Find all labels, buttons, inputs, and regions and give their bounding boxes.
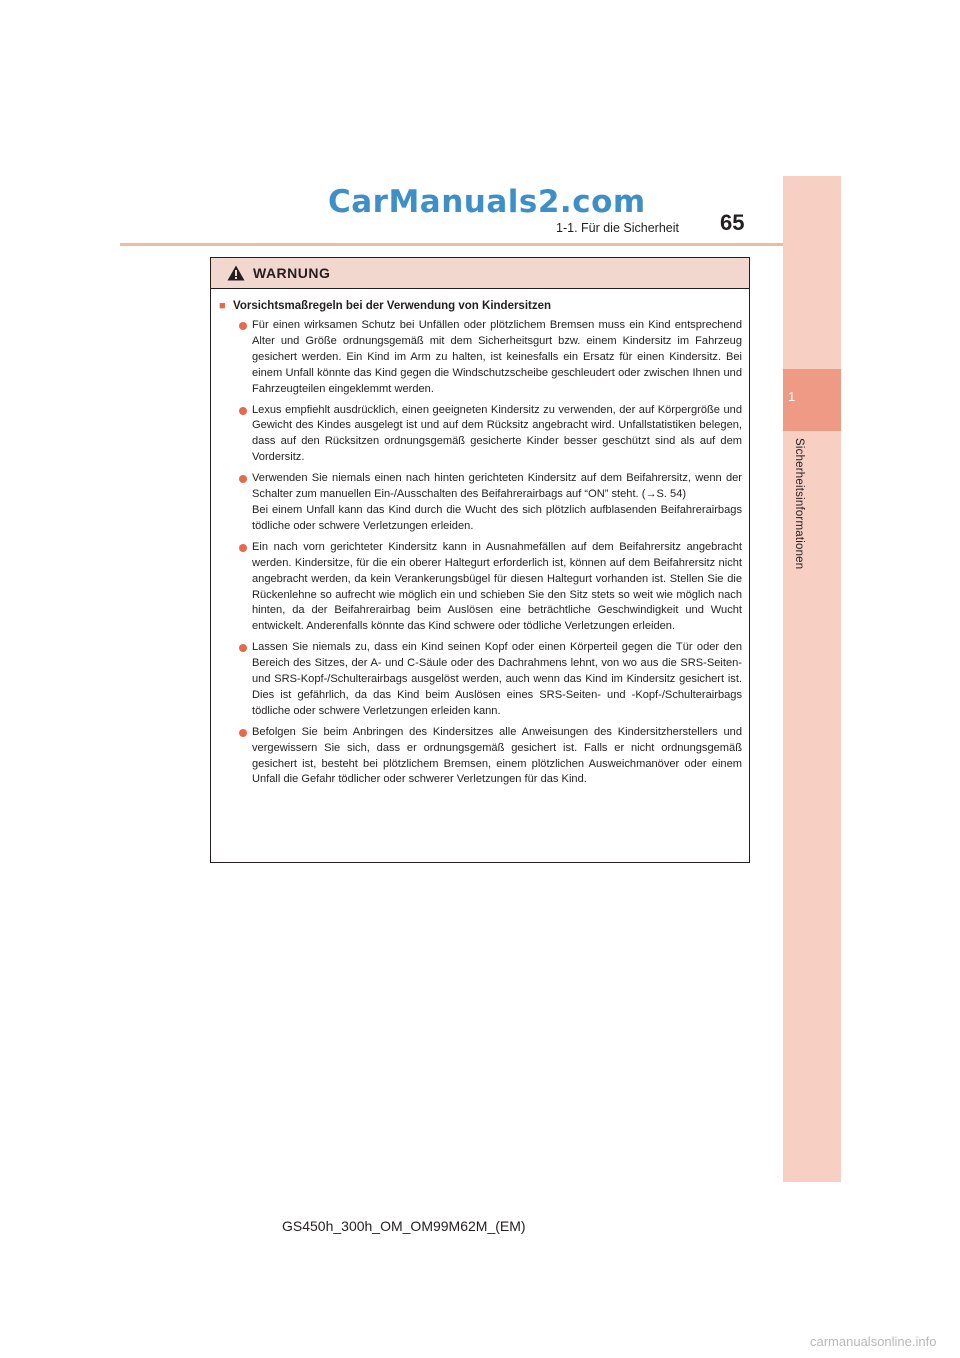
footer-document-code: GS450h_300h_OM_OM99M62M_(EM) <box>282 1218 526 1234</box>
list-item <box>219 725 742 789</box>
list-item <box>219 471 742 535</box>
round-bullet-icon <box>239 729 247 737</box>
watermark-logo: CarManuals2.com <box>328 184 646 220</box>
warning-box <box>210 257 750 863</box>
warning-triangle-icon <box>227 265 245 281</box>
warning-topic <box>219 299 742 314</box>
bullet-text: Für einen wirksamen Schutz bei Unfällen oder plötzlichem Bremsen muss ein Kind entsprechend Alter und Größe ordnungsgemäß mit dem Sicherheitsgurt bzw. einem Kindersitz im Fahrzeug gesichert werden. Ein Kind im Arm zu halten, ist keinesfalls ein Ersatz für einen Kindersitz. Bei einem Unfall könnte das Kind gegen die Windschutzscheibe geschleudert oder zwischen Ihnen und Fahrzeugteilen eingeklemmt werden. <box>252 319 742 395</box>
warning-bullet-list <box>219 318 742 788</box>
bullet-text: Lexus empfiehlt ausdrücklich, einen geeigneten Kindersitz zu verwenden, der auf Körpergröße und Gewicht des Kindes ausgelegt ist und auf dem Rücksitz angebracht wird. Unfallstatistiken belegen, dass auf den Rücksitzen ordnungsgemäß gesicherte Kinder besser geschützt sind als auf dem Vordersitz. <box>252 403 742 464</box>
bullet-text: Befolgen Sie beim Anbringen des Kindersitzes alle Anweisungen des Kindersitzherstellers und vergewissern Sie sich, dass er ordnungsgemäß gesichert ist. Falls er nicht ordnungsgemäß gesichert ist, besteht bei plötzlichem Bremsen, einem plötzlichen Ausweichmanöver oder einem Unfall die Gefahr tödlicher oder schwerer Verletzungen für das Kind. <box>252 725 742 786</box>
square-bullet-icon: ■ <box>219 300 226 312</box>
round-bullet-icon <box>239 322 247 330</box>
list-item <box>219 540 742 635</box>
list-item <box>219 403 742 467</box>
bullet-text: Verwenden Sie niemals einen nach hinten gerichteten Kindersitz auf dem Beifahrersitz, wenn der Schalter zum manuellen Ein-/Ausschalten des Beifahrerairbags auf “ON” steht. (→S. 54) Bei einem Unfall kann das Kind durch die Wucht des sich plötzlich aufblasenden Beifahrerairbags tödliche oder schwere Verletzungen erleiden. <box>252 472 742 532</box>
warning-header <box>211 258 749 289</box>
watermark-footer: carmanualsonline.info <box>810 1334 937 1349</box>
section-label: 1-1. Für die Sicherheit <box>556 221 679 235</box>
page-number: 65 <box>720 210 745 235</box>
list-item <box>219 318 742 398</box>
round-bullet-icon <box>239 475 247 483</box>
bullet-text: Lassen Sie niemals zu, dass ein Kind seinen Kopf oder einen Körperteil gegen die Tür oder den Bereich des Sitzes, der A- und C-Säule oder des Dachrahmens lehnt, von wo aus die SRS-Seiten- und SRS-Kopf-/Schulterairbags ausgelöst werden, auch wenn das Kind im Kindersitz gesichert ist. Dies ist gefährlich, da das Kind beim Auslösen eines SRS-Seiten- und -Kopf-/Schulterairbags tödliche oder schwere Verletzungen erleiden kann. <box>252 641 742 717</box>
chapter-number: 1 <box>788 389 796 404</box>
bullet-text: Ein nach vorn gerichteter Kindersitz kann in Ausnahmefällen auf dem Beifahrersitz angebracht werden. Kindersitze, für die ein oberer Haltegurt erforderlich ist, können auf dem Beifahrersitz nicht angebracht werden, da kein Verankerungsbügel für diesen Haltegurt vorhanden ist. Stellen Sie die Rückenlehne so aufrecht wie möglich ein und schieben Sie den Sitz stets so weit wie möglich nach hinten, da der Beifahrerairbag beim Auslösen eine beträchtliche Geschwindigkeit und Wucht entwickelt. Anderenfalls könnte das Kind schwere oder tödliche Verletzungen erleiden. <box>252 540 742 633</box>
warning-title: WARNUNG <box>253 265 331 281</box>
header-divider <box>120 243 783 246</box>
chapter-title: Sicherheitsinformationen <box>793 438 805 570</box>
round-bullet-icon <box>239 644 247 652</box>
round-bullet-icon <box>239 544 247 552</box>
round-bullet-icon <box>239 407 247 415</box>
side-tab <box>783 176 841 1182</box>
list-item <box>219 640 742 720</box>
warning-topic-text: Vorsichtsmaßregeln bei der Verwendung von Kindersitzen <box>233 300 552 312</box>
warning-body <box>211 289 749 788</box>
